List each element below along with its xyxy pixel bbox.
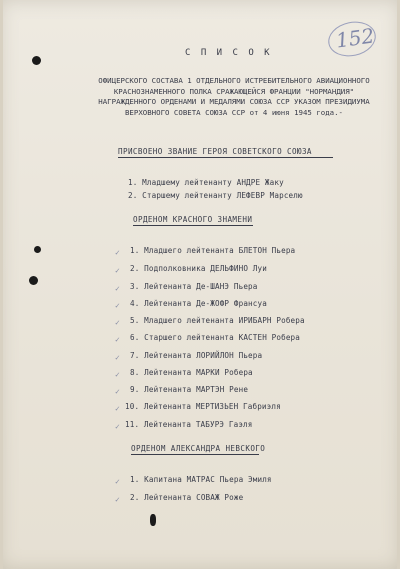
check-mark: ✓ xyxy=(115,318,120,327)
list-item: 4. Лейтенанта Де-ЖОФР Франсуа xyxy=(130,299,267,308)
check-mark: ✓ xyxy=(115,422,120,431)
list-item: 8. Лейтенанта МАРКИ Робера xyxy=(130,368,253,377)
punch-hole xyxy=(32,56,41,65)
check-mark: ✓ xyxy=(115,301,120,310)
heading-underline xyxy=(131,454,259,455)
check-mark: ✓ xyxy=(115,404,120,413)
list-item: 5. Младшего лейтенанта ИРИБАРН Робера xyxy=(130,316,305,325)
list-item: 2. Лейтенанта СОВАЖ Роже xyxy=(130,493,244,502)
check-mark: ✓ xyxy=(115,353,120,362)
check-mark: ✓ xyxy=(115,335,120,344)
list-item: 1. Младшего лейтенанта БЛЕТОН Пьера xyxy=(130,246,296,255)
list-item: 9. Лейтенанта МАРТЭН Рене xyxy=(130,385,249,394)
list-item: 2. Подполковника ДЕЛЬФИНО Луи xyxy=(130,264,267,273)
check-mark: ✓ xyxy=(115,248,120,257)
check-mark: ✓ xyxy=(115,387,120,396)
heading-underline xyxy=(133,225,253,226)
list-item: 3. Лейтенанта Де-ШАНЭ Пьера xyxy=(130,282,258,291)
check-mark: ✓ xyxy=(115,266,120,275)
list-item: 10. Лейтенанта МЕРТИЗЬЕН Габриэля xyxy=(125,402,281,411)
list-item: 1. Капитана МАТРАС Пьера Эмиля xyxy=(130,475,272,484)
heading-underline xyxy=(118,157,333,158)
punch-hole xyxy=(29,276,38,285)
section-heading: ПРИСВОЕНО ЗВАНИЕ ГЕРОЯ СОВЕТСКОГО СОЮЗА xyxy=(118,147,312,156)
page-number: 152 xyxy=(334,23,376,53)
list-item: 2. Старшему лейтенанту ЛЕФЕВР Марселю xyxy=(128,191,303,200)
list-item: 1. Младшему лейтенанту АНДРЕ Жаку xyxy=(128,178,284,187)
list-item: 6. Старшего лейтенанта КАСТЕН Робера xyxy=(130,333,300,342)
section-heading: ОРДЕНОМ КРАСНОГО ЗНАМЕНИ xyxy=(133,215,253,224)
check-mark: ✓ xyxy=(115,284,120,293)
section-heading: ОРДЕНОМ АЛЕКСАНДРА НЕВСКОГО xyxy=(131,444,266,453)
check-mark: ✓ xyxy=(115,370,120,379)
intro-paragraph: ОФИЦЕРСКОГО СОСТАВА 1 ОТДЕЛЬНОГО ИСТРЕБИТЕЛЬНОГО АВИАЦИОННОГО КРАСНОЗНАМЕННОГО ПОЛКА СРАЖАЮЩЕЙСЯ ФРАНЦИИ "НОРМАНДИЯ" НАГРАЖДЕННОГО ОРДЕНАМИ И МЕДАЛЯМИ СОЮЗА ССР УКАЗОМ ПРЕЗИДИУМА ВЕРХОВНОГО СОВЕТА СОЮЗА ССР от 4 июня 1945 года.- xyxy=(98,76,370,117)
document-title: С П И С О К xyxy=(185,48,273,58)
check-mark: ✓ xyxy=(115,495,120,504)
list-item: 7. Лейтенанта ЛОРИЙЛОН Пьера xyxy=(130,351,263,360)
left-edge xyxy=(0,0,3,569)
check-mark: ✓ xyxy=(115,477,120,486)
punch-hole xyxy=(34,246,41,253)
list-item: 11. Лейтенанта ТАБУРЭ Гаэля xyxy=(125,420,253,429)
ink-blot xyxy=(150,514,156,526)
